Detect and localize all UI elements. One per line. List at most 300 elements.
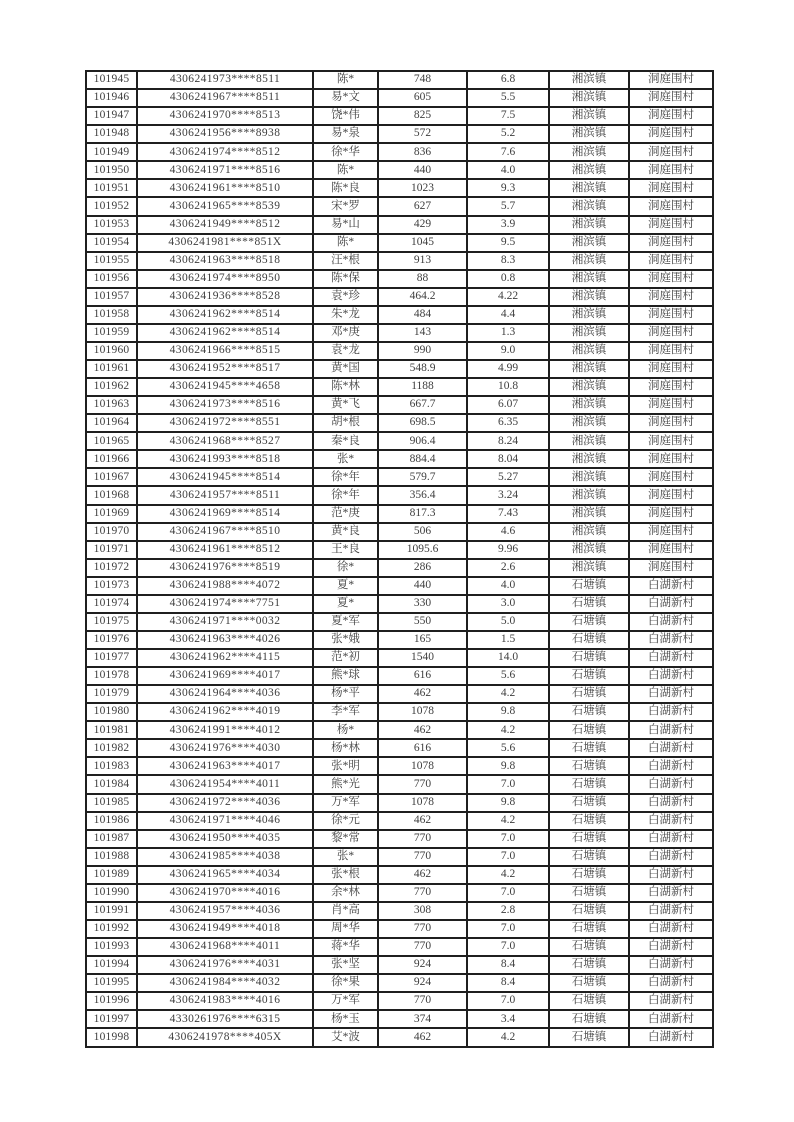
cell-serial-number: 101949 (86, 143, 137, 161)
cell-town: 石塘镇 (549, 739, 629, 757)
cell-masked-id-number: 4306241949****8512 (137, 216, 313, 234)
table-row (86, 432, 713, 450)
cell-area: 5.6 (467, 739, 549, 757)
cell-masked-id-number: 4306241971****0032 (137, 613, 313, 631)
cell-town: 石塘镇 (549, 613, 629, 631)
cell-serial-number: 101970 (86, 523, 137, 541)
cell-masked-name: 陈*林 (313, 378, 378, 396)
cell-serial-number: 101995 (86, 974, 137, 992)
table-row (86, 342, 713, 360)
cell-town: 石塘镇 (549, 1028, 629, 1047)
cell-serial-number: 101961 (86, 360, 137, 378)
cell-masked-id-number: 4306241984****4032 (137, 974, 313, 992)
cell-area: 9.3 (467, 179, 549, 197)
cell-town: 湘滨镇 (549, 378, 629, 396)
cell-town: 湘滨镇 (549, 360, 629, 378)
cell-masked-id-number: 4306241971****8516 (137, 161, 313, 179)
cell-town: 石塘镇 (549, 577, 629, 595)
cell-amount: 462 (378, 1028, 467, 1047)
table-row (86, 179, 713, 197)
table-body (86, 71, 713, 1047)
cell-amount: 913 (378, 252, 467, 270)
cell-village: 白湖新村 (629, 685, 713, 703)
table-row (86, 830, 713, 848)
table-row (86, 270, 713, 288)
cell-area: 2.8 (467, 902, 549, 920)
cell-serial-number: 101987 (86, 830, 137, 848)
cell-masked-id-number: 4306241991****4012 (137, 721, 313, 739)
cell-amount: 356.4 (378, 486, 467, 504)
cell-serial-number: 101950 (86, 161, 137, 179)
cell-masked-name: 徐*年 (313, 486, 378, 504)
cell-serial-number: 101993 (86, 938, 137, 956)
cell-amount: 1095.6 (378, 541, 467, 559)
table-row (86, 595, 713, 613)
table-row (86, 685, 713, 703)
cell-serial-number: 101956 (86, 270, 137, 288)
cell-serial-number: 101952 (86, 197, 137, 215)
cell-amount: 462 (378, 685, 467, 703)
cell-amount: 924 (378, 974, 467, 992)
cell-amount: 770 (378, 884, 467, 902)
cell-amount: 836 (378, 143, 467, 161)
cell-masked-name: 杨* (313, 721, 378, 739)
cell-town: 湘滨镇 (549, 252, 629, 270)
cell-town: 石塘镇 (549, 631, 629, 649)
cell-area: 7.0 (467, 992, 549, 1010)
cell-area: 9.5 (467, 234, 549, 252)
cell-serial-number: 101983 (86, 757, 137, 775)
cell-area: 6.07 (467, 396, 549, 414)
cell-village: 白湖新村 (629, 721, 713, 739)
cell-masked-id-number: 4306241956****8938 (137, 125, 313, 143)
cell-amount: 374 (378, 1010, 467, 1028)
cell-masked-id-number: 4306241969****8514 (137, 505, 313, 523)
table-row (86, 613, 713, 631)
cell-village: 洞庭围村 (629, 216, 713, 234)
cell-amount: 770 (378, 938, 467, 956)
cell-masked-name: 饶*伟 (313, 107, 378, 125)
cell-masked-name: 范*庚 (313, 505, 378, 523)
cell-area: 4.2 (467, 685, 549, 703)
cell-serial-number: 101991 (86, 902, 137, 920)
table-row (86, 992, 713, 1010)
cell-amount: 286 (378, 559, 467, 577)
table-row (86, 794, 713, 812)
cell-masked-name: 宋*罗 (313, 197, 378, 215)
cell-area: 4.99 (467, 360, 549, 378)
cell-serial-number: 101945 (86, 71, 137, 89)
cell-village: 洞庭围村 (629, 486, 713, 504)
cell-masked-id-number: 4306241957****8511 (137, 486, 313, 504)
cell-village: 白湖新村 (629, 1010, 713, 1028)
cell-masked-name: 张*娥 (313, 631, 378, 649)
table-row (86, 197, 713, 215)
cell-amount: 770 (378, 830, 467, 848)
cell-area: 3.0 (467, 595, 549, 613)
cell-village: 洞庭围村 (629, 270, 713, 288)
cell-area: 9.96 (467, 541, 549, 559)
cell-area: 3.9 (467, 216, 549, 234)
cell-masked-name: 张* (313, 450, 378, 468)
cell-village: 洞庭围村 (629, 89, 713, 107)
cell-village: 洞庭围村 (629, 143, 713, 161)
cell-town: 石塘镇 (549, 992, 629, 1010)
cell-masked-id-number: 4306241967****8511 (137, 89, 313, 107)
cell-amount: 440 (378, 577, 467, 595)
cell-masked-name: 艾*波 (313, 1028, 378, 1047)
cell-town: 湘滨镇 (549, 270, 629, 288)
cell-village: 白湖新村 (629, 613, 713, 631)
cell-amount: 165 (378, 631, 467, 649)
cell-village: 白湖新村 (629, 649, 713, 667)
cell-masked-id-number: 4306241957****4036 (137, 902, 313, 920)
cell-town: 湘滨镇 (549, 89, 629, 107)
cell-serial-number: 101959 (86, 324, 137, 342)
cell-masked-name: 张*明 (313, 757, 378, 775)
cell-town: 湘滨镇 (549, 396, 629, 414)
cell-masked-id-number: 4306241961****8510 (137, 179, 313, 197)
cell-masked-id-number: 4306241976****4031 (137, 956, 313, 974)
table-row (86, 920, 713, 938)
cell-area: 7.0 (467, 938, 549, 956)
cell-area: 4.22 (467, 288, 549, 306)
cell-masked-id-number: 4306241976****4030 (137, 739, 313, 757)
cell-area: 7.5 (467, 107, 549, 125)
cell-serial-number: 101982 (86, 739, 137, 757)
cell-town: 石塘镇 (549, 830, 629, 848)
table-row (86, 956, 713, 974)
cell-town: 湘滨镇 (549, 234, 629, 252)
cell-masked-name: 徐*华 (313, 143, 378, 161)
cell-serial-number: 101984 (86, 775, 137, 793)
table-row (86, 631, 713, 649)
table-row (86, 486, 713, 504)
table-row (86, 450, 713, 468)
cell-masked-name: 夏* (313, 595, 378, 613)
cell-masked-id-number: 4306241963****8518 (137, 252, 313, 270)
cell-village: 洞庭围村 (629, 378, 713, 396)
cell-town: 湘滨镇 (549, 541, 629, 559)
cell-village: 白湖新村 (629, 938, 713, 956)
cell-village: 白湖新村 (629, 703, 713, 721)
cell-masked-id-number: 4306241974****8950 (137, 270, 313, 288)
cell-masked-id-number: 4306241985****4038 (137, 848, 313, 866)
cell-masked-id-number: 4330261976****6315 (137, 1010, 313, 1028)
cell-town: 湘滨镇 (549, 107, 629, 125)
cell-amount: 616 (378, 667, 467, 685)
cell-serial-number: 101986 (86, 812, 137, 830)
cell-town: 湘滨镇 (549, 486, 629, 504)
cell-serial-number: 101969 (86, 505, 137, 523)
table-row (86, 523, 713, 541)
cell-serial-number: 101978 (86, 667, 137, 685)
cell-masked-id-number: 4306241973****8516 (137, 396, 313, 414)
cell-serial-number: 101975 (86, 613, 137, 631)
cell-serial-number: 101960 (86, 342, 137, 360)
cell-masked-id-number: 4306241945****4658 (137, 378, 313, 396)
cell-masked-name: 张* (313, 848, 378, 866)
cell-area: 9.8 (467, 794, 549, 812)
cell-amount: 548.9 (378, 360, 467, 378)
cell-masked-id-number: 4306241972****8551 (137, 414, 313, 432)
cell-amount: 770 (378, 775, 467, 793)
cell-serial-number: 101979 (86, 685, 137, 703)
cell-town: 石塘镇 (549, 938, 629, 956)
cell-masked-id-number: 4306241974****7751 (137, 595, 313, 613)
table-row (86, 71, 713, 89)
cell-village: 白湖新村 (629, 902, 713, 920)
cell-village: 洞庭围村 (629, 252, 713, 270)
cell-masked-name: 徐*果 (313, 974, 378, 992)
cell-village: 白湖新村 (629, 848, 713, 866)
cell-area: 8.04 (467, 450, 549, 468)
cell-village: 洞庭围村 (629, 541, 713, 559)
cell-masked-id-number: 4306241967****8510 (137, 523, 313, 541)
table-row (86, 216, 713, 234)
cell-masked-name: 蒋*华 (313, 938, 378, 956)
cell-town: 石塘镇 (549, 920, 629, 938)
cell-serial-number: 101962 (86, 378, 137, 396)
cell-area: 4.2 (467, 1028, 549, 1047)
cell-amount: 817.3 (378, 505, 467, 523)
cell-village: 白湖新村 (629, 775, 713, 793)
cell-town: 湘滨镇 (549, 197, 629, 215)
cell-masked-id-number: 4306241962****4115 (137, 649, 313, 667)
cell-masked-id-number: 4306241962****8514 (137, 324, 313, 342)
cell-masked-name: 肖*高 (313, 902, 378, 920)
cell-masked-id-number: 4306241966****8515 (137, 342, 313, 360)
cell-masked-id-number: 4306241952****8517 (137, 360, 313, 378)
cell-masked-name: 徐*元 (313, 812, 378, 830)
cell-amount: 330 (378, 595, 467, 613)
cell-masked-id-number: 4306241965****4034 (137, 866, 313, 884)
cell-masked-name: 王*良 (313, 541, 378, 559)
table-row (86, 757, 713, 775)
cell-area: 4.2 (467, 721, 549, 739)
cell-amount: 906.4 (378, 432, 467, 450)
table-row (86, 866, 713, 884)
cell-area: 8.4 (467, 974, 549, 992)
cell-amount: 464.2 (378, 288, 467, 306)
cell-town: 湘滨镇 (549, 559, 629, 577)
cell-masked-name: 邓*庚 (313, 324, 378, 342)
cell-masked-name: 易*山 (313, 216, 378, 234)
cell-town: 石塘镇 (549, 794, 629, 812)
cell-village: 洞庭围村 (629, 396, 713, 414)
cell-area: 7.0 (467, 884, 549, 902)
cell-amount: 462 (378, 866, 467, 884)
cell-amount: 484 (378, 306, 467, 324)
cell-amount: 605 (378, 89, 467, 107)
cell-area: 4.2 (467, 812, 549, 830)
cell-masked-name: 万*军 (313, 794, 378, 812)
cell-masked-name: 李*军 (313, 703, 378, 721)
cell-masked-name: 易*泉 (313, 125, 378, 143)
cell-town: 石塘镇 (549, 1010, 629, 1028)
cell-area: 1.5 (467, 631, 549, 649)
cell-masked-name: 袁*珍 (313, 288, 378, 306)
cell-town: 湘滨镇 (549, 414, 629, 432)
cell-area: 4.6 (467, 523, 549, 541)
table-row (86, 360, 713, 378)
table-row (86, 649, 713, 667)
cell-amount: 990 (378, 342, 467, 360)
cell-masked-name: 陈* (313, 161, 378, 179)
cell-masked-name: 徐* (313, 559, 378, 577)
cell-town: 石塘镇 (549, 757, 629, 775)
cell-masked-name: 余*林 (313, 884, 378, 902)
cell-town: 湘滨镇 (549, 143, 629, 161)
cell-serial-number: 101996 (86, 992, 137, 1010)
cell-amount: 924 (378, 956, 467, 974)
cell-area: 1.3 (467, 324, 549, 342)
cell-amount: 1078 (378, 757, 467, 775)
cell-village: 洞庭围村 (629, 505, 713, 523)
cell-serial-number: 101965 (86, 432, 137, 450)
cell-village: 白湖新村 (629, 866, 713, 884)
table-row (86, 775, 713, 793)
table-row (86, 288, 713, 306)
cell-masked-id-number: 4306241973****8511 (137, 71, 313, 89)
cell-village: 洞庭围村 (629, 414, 713, 432)
cell-area: 5.2 (467, 125, 549, 143)
cell-area: 6.35 (467, 414, 549, 432)
cell-amount: 884.4 (378, 450, 467, 468)
cell-village: 白湖新村 (629, 577, 713, 595)
cell-masked-id-number: 4306241983****4016 (137, 992, 313, 1010)
cell-amount: 627 (378, 197, 467, 215)
cell-town: 湘滨镇 (549, 342, 629, 360)
cell-masked-name: 汪*根 (313, 252, 378, 270)
cell-village: 洞庭围村 (629, 324, 713, 342)
table-row (86, 884, 713, 902)
table-row (86, 721, 713, 739)
cell-amount: 429 (378, 216, 467, 234)
cell-area: 7.0 (467, 830, 549, 848)
cell-area: 4.4 (467, 306, 549, 324)
cell-town: 石塘镇 (549, 974, 629, 992)
cell-village: 白湖新村 (629, 992, 713, 1010)
cell-village: 洞庭围村 (629, 450, 713, 468)
cell-masked-id-number: 4306241968****4011 (137, 938, 313, 956)
cell-area: 6.8 (467, 71, 549, 89)
cell-masked-name: 夏* (313, 577, 378, 595)
cell-masked-id-number: 4306241964****4036 (137, 685, 313, 703)
cell-area: 9.8 (467, 757, 549, 775)
cell-masked-name: 张*坚 (313, 956, 378, 974)
cell-area: 5.7 (467, 197, 549, 215)
cell-area: 3.24 (467, 486, 549, 504)
table-row (86, 414, 713, 432)
cell-village: 洞庭围村 (629, 179, 713, 197)
cell-amount: 143 (378, 324, 467, 342)
table-row (86, 505, 713, 523)
cell-town: 石塘镇 (549, 956, 629, 974)
cell-amount: 1078 (378, 794, 467, 812)
cell-masked-id-number: 4306241972****4036 (137, 794, 313, 812)
cell-village: 洞庭围村 (629, 432, 713, 450)
table-row (86, 252, 713, 270)
cell-serial-number: 101981 (86, 721, 137, 739)
cell-amount: 462 (378, 721, 467, 739)
cell-masked-id-number: 4306241936****8528 (137, 288, 313, 306)
cell-area: 2.6 (467, 559, 549, 577)
cell-masked-id-number: 4306241962****8514 (137, 306, 313, 324)
cell-village: 白湖新村 (629, 794, 713, 812)
cell-town: 湘滨镇 (549, 523, 629, 541)
cell-area: 9.0 (467, 342, 549, 360)
cell-amount: 616 (378, 739, 467, 757)
cell-village: 洞庭围村 (629, 71, 713, 89)
cell-masked-name: 徐*年 (313, 468, 378, 486)
cell-masked-name: 黄*飞 (313, 396, 378, 414)
table-row (86, 89, 713, 107)
cell-masked-name: 陈*保 (313, 270, 378, 288)
cell-serial-number: 101958 (86, 306, 137, 324)
cell-masked-id-number: 4306241963****4017 (137, 757, 313, 775)
cell-area: 14.0 (467, 649, 549, 667)
cell-area: 5.0 (467, 613, 549, 631)
cell-village: 白湖新村 (629, 812, 713, 830)
cell-village: 白湖新村 (629, 667, 713, 685)
cell-masked-name: 夏*军 (313, 613, 378, 631)
cell-town: 湘滨镇 (549, 450, 629, 468)
table-row (86, 1028, 713, 1047)
cell-village: 洞庭围村 (629, 342, 713, 360)
cell-village: 洞庭围村 (629, 107, 713, 125)
table-row (86, 541, 713, 559)
cell-amount: 770 (378, 920, 467, 938)
cell-area: 4.0 (467, 577, 549, 595)
cell-serial-number: 101963 (86, 396, 137, 414)
table-row (86, 703, 713, 721)
cell-masked-id-number: 4306241978****405X (137, 1028, 313, 1047)
cell-town: 湘滨镇 (549, 505, 629, 523)
cell-town: 湘滨镇 (549, 468, 629, 486)
cell-amount: 1045 (378, 234, 467, 252)
cell-masked-name: 胡*根 (313, 414, 378, 432)
cell-amount: 770 (378, 848, 467, 866)
table-row (86, 848, 713, 866)
cell-amount: 579.7 (378, 468, 467, 486)
cell-masked-name: 杨*玉 (313, 1010, 378, 1028)
cell-amount: 440 (378, 161, 467, 179)
table-row (86, 902, 713, 920)
cell-village: 洞庭围村 (629, 125, 713, 143)
cell-area: 5.6 (467, 667, 549, 685)
cell-town: 湘滨镇 (549, 125, 629, 143)
table-row (86, 306, 713, 324)
cell-town: 湘滨镇 (549, 324, 629, 342)
cell-masked-id-number: 4306241968****8527 (137, 432, 313, 450)
cell-serial-number: 101972 (86, 559, 137, 577)
cell-village: 洞庭围村 (629, 306, 713, 324)
cell-masked-name: 袁*龙 (313, 342, 378, 360)
table-row (86, 1010, 713, 1028)
cell-amount: 506 (378, 523, 467, 541)
cell-serial-number: 101971 (86, 541, 137, 559)
cell-serial-number: 101994 (86, 956, 137, 974)
cell-masked-name: 陈* (313, 234, 378, 252)
cell-village: 洞庭围村 (629, 234, 713, 252)
cell-area: 7.0 (467, 775, 549, 793)
cell-masked-name: 黎*常 (313, 830, 378, 848)
cell-serial-number: 101998 (86, 1028, 137, 1047)
cell-masked-name: 熊*光 (313, 775, 378, 793)
cell-village: 白湖新村 (629, 1028, 713, 1047)
cell-serial-number: 101953 (86, 216, 137, 234)
